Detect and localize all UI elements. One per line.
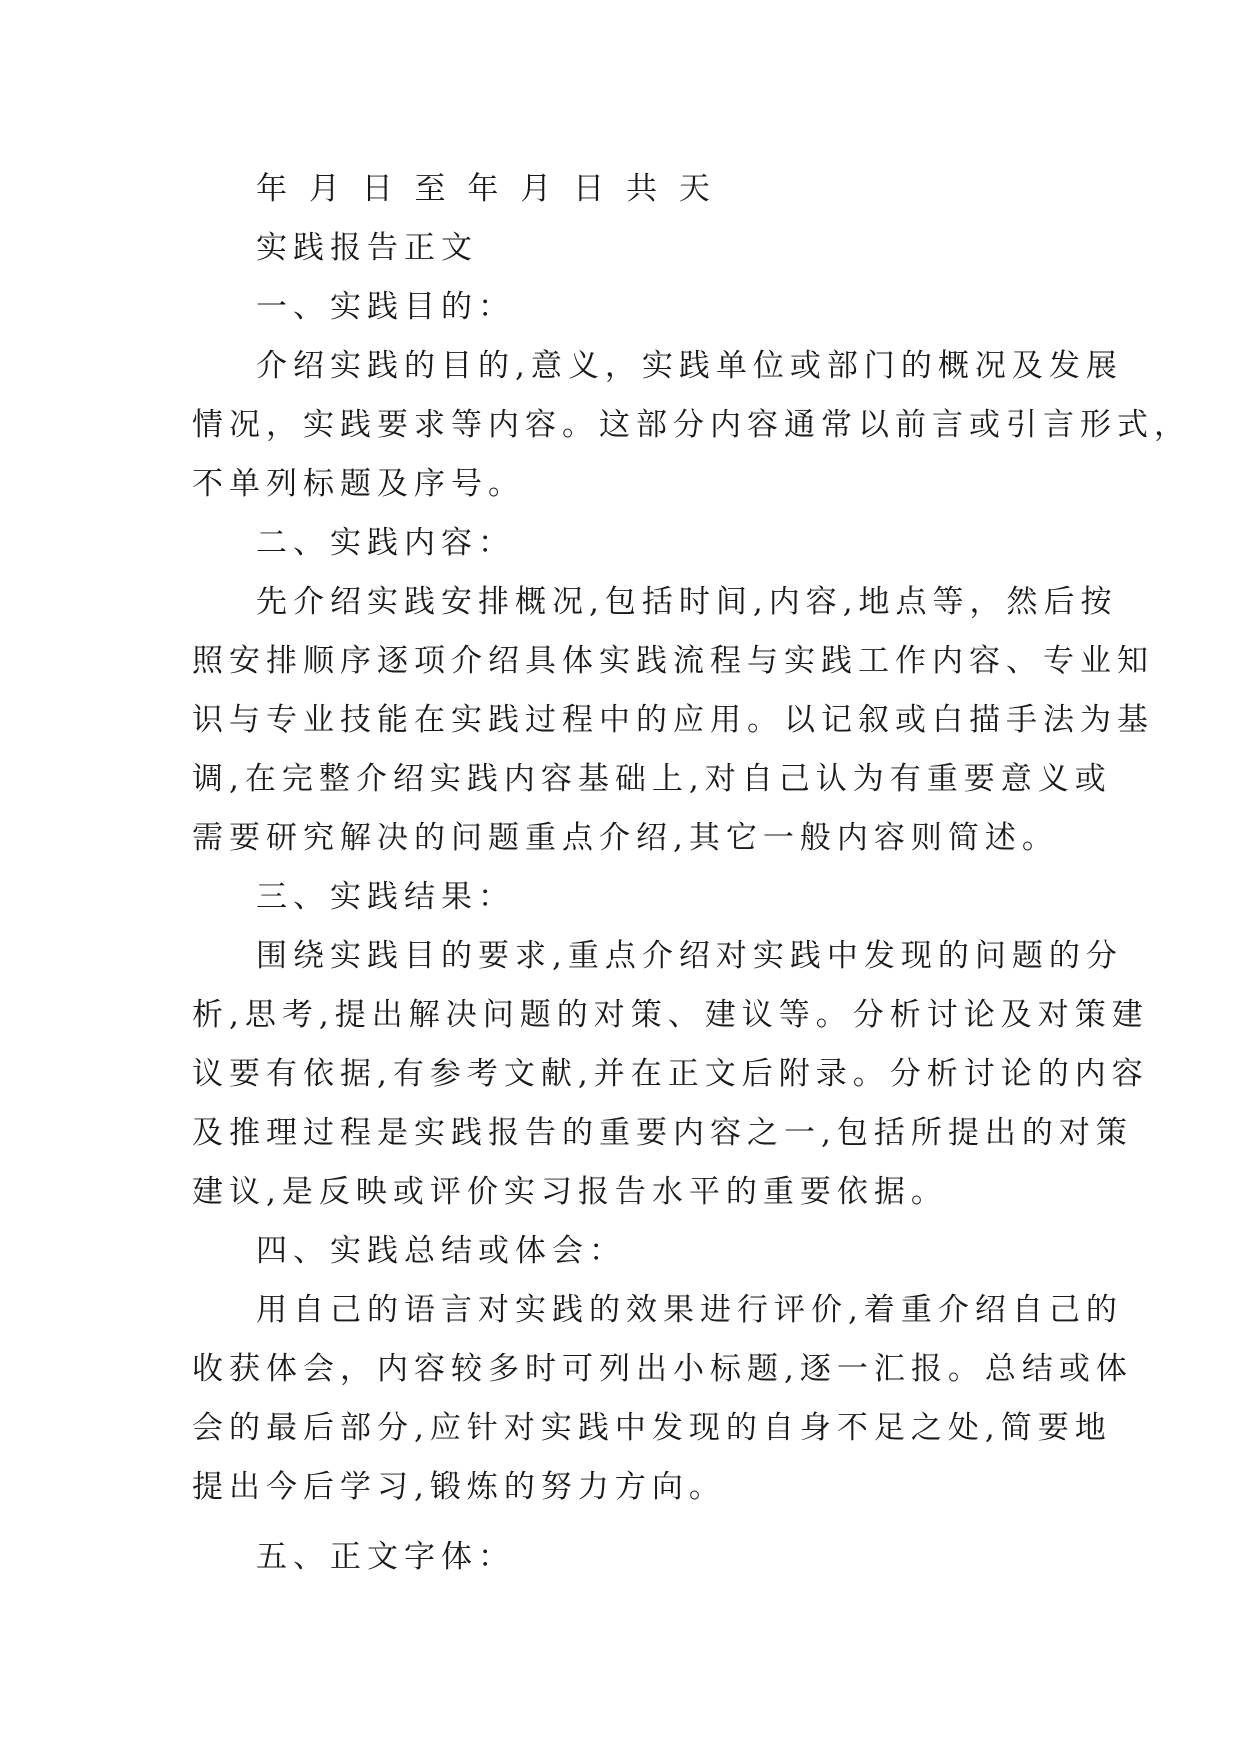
- paragraph-line: 先介绍实践安排概况,包括时间,内容,地点等，然后按: [256, 584, 1118, 620]
- paragraph-line: 提出今后学习,锻炼的努力方向。: [192, 1469, 726, 1505]
- document-page: [192, 160, 1191, 1587]
- paragraph-line: 围绕实践目的要求,重点介绍对实践中发现的问题的分: [256, 938, 1123, 974]
- section-heading: 二、实践内容：: [256, 525, 515, 561]
- paragraph-line: 会的最后部分,应针对实践中发现的自身不足之处,简要地: [192, 1410, 1112, 1446]
- paragraph-line: 收获体会，内容较多时可列出小标题,逐一汇报。总结或体: [192, 1351, 1133, 1387]
- paragraph-line: 不单列标题及序号。: [192, 466, 525, 502]
- paragraph-line: 照安排顺序逐项介绍具体实践流程与实践工作内容、专业知: [192, 643, 1154, 679]
- paragraph-line: 析,思考,提出解决问题的对策、建议等。分析讨论及对策建: [192, 997, 1149, 1033]
- section-heading: 一、实践目的：: [256, 289, 515, 325]
- paragraph-line: 介绍实践的目的,意义，实践单位或部门的概况及发展: [256, 348, 1123, 384]
- section-heading: 三、实践结果：: [256, 879, 515, 915]
- report-title: 实践报告正文: [256, 230, 478, 266]
- paragraph-line: 议要有依据,有参考文献,并在正文后附录。分析讨论的内容: [192, 1056, 1149, 1092]
- paragraph-line: 及推理过程是实践报告的重要内容之一,包括所提出的对策: [192, 1115, 1133, 1151]
- paragraph-line: 识与专业技能在实践过程中的应用。以记叙或白描手法为基: [192, 702, 1154, 738]
- section-heading: 四、实践总结或体会：: [256, 1233, 626, 1269]
- paragraph-line: 情况，实践要求等内容。这部分内容通常以前言或引言形式，: [192, 407, 1191, 443]
- date-line: 年 月 日 至 年 月 日 共 天: [256, 171, 716, 207]
- paragraph-line: 用自己的语言对实践的效果进行评价,着重介绍自己的: [256, 1292, 1123, 1328]
- section-heading: 五、正文字体：: [256, 1539, 515, 1575]
- paragraph-line: 调,在完整介绍实践内容基础上,对自己认为有重要意义或: [192, 761, 1112, 797]
- paragraph-line: 需要研究解决的问题重点介绍,其它一般内容则简述。: [192, 820, 1059, 856]
- paragraph-line: 建议,是反映或评价实习报告水平的重要依据。: [192, 1174, 948, 1210]
